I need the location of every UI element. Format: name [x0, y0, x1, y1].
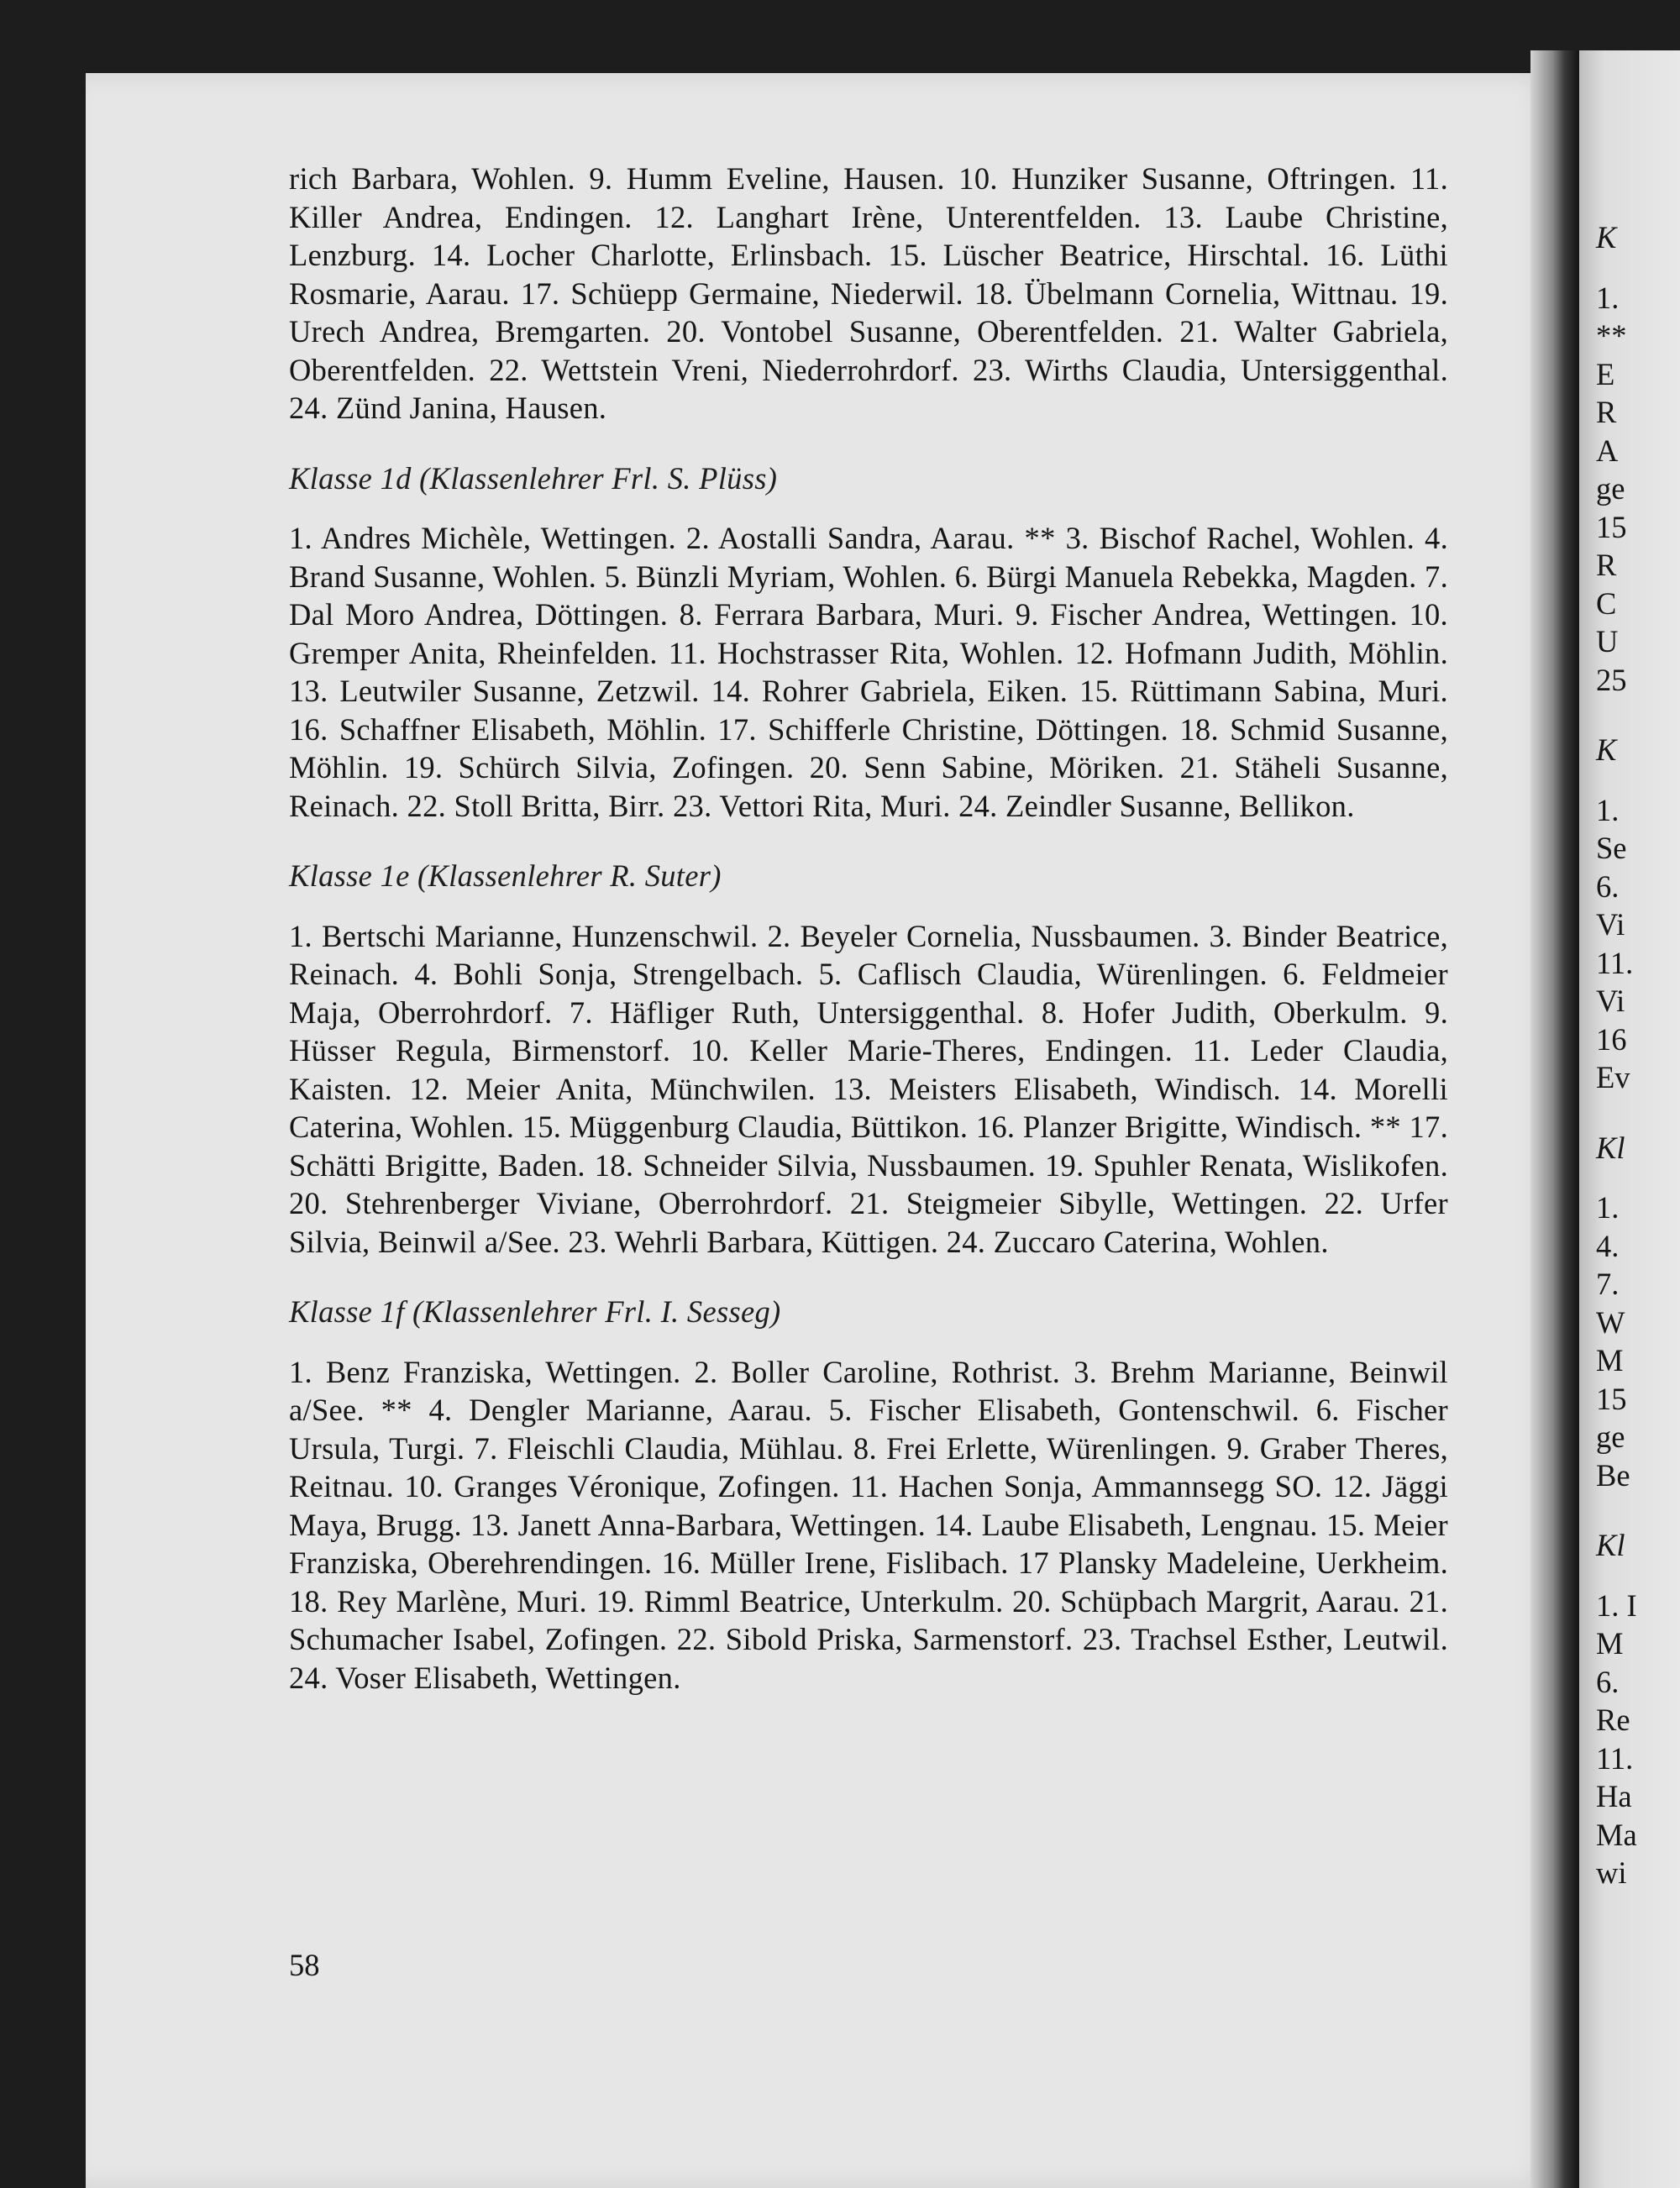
fragment: Kl: [1596, 1130, 1625, 1165]
fragment: 7.: [1596, 1267, 1620, 1301]
fragment: 1.: [1596, 1190, 1620, 1225]
section-heading-klasse-1e: Klasse 1e (Klassenlehrer R. Suter): [289, 858, 722, 893]
fragment: 16: [1596, 1021, 1627, 1057]
fragment: R: [1596, 548, 1617, 582]
fragment: C: [1596, 585, 1617, 621]
fragment: **: [1596, 318, 1627, 353]
fragment: Ev: [1596, 1060, 1630, 1094]
fragment: 11.: [1596, 945, 1634, 980]
facing-page-fragments: [1596, 218, 1637, 1892]
fragment: Vi: [1596, 984, 1625, 1018]
intro-paragraph: rich Barbara, Wohlen. 9. Humm Eveline, Hausen. 10. Hunziker Susanne, Oftringen. 11. Killer Andrea, Endingen. 12. Langhart Irène, Unterentfelden. 13. Laube Christine, Lenzburg. 14. Locher Charlotte, Erlinsbach. 15. Lüscher Beatrice, Hirschtal. 16. Lüthi Rosmarie, Aarau. 17. Schüepp Germaine, Niederwil. 18. Übelmann Cornelia, Wittnau. 19. Urech Andrea, Bremgarten. 20. Vontobel Susanne, Oberentfelden. 21. Walter Gabriela, Oberentfelden. 22. Wettstein Vreni, Niederrohrdorf. 23. Wirths Claudia, Untersiggenthal. 24. Zünd Janina, Hausen.: [289, 161, 1448, 425]
fragment: R: [1596, 395, 1617, 429]
section-list-klasse-1e: 1. Bertschi Marianne, Hunzenschwil. 2. Beyeler Cornelia, Nussbaumen. 3. Binder Beatrice, Reinach. 4. Bohli Sonja, Strengelbach. 5. Caflisch Claudia, Würenlingen. 6. Feldmeier Maja, Oberrohrdorf. 7. Häfliger Ruth, Untersiggenthal. 8. Hofer Judith, Oberkulm. 9. Hüsser Regula, Birmenstorf. 10. Keller Marie-Theres, Endingen. 11. Leder Claudia, Kaisten. 12. Meier Anita, Münchwilen. 13. Meisters Elisabeth, Windisch. 14. Morelli Caterina, Wohlen. 15. Müggenburg Claudia, Büttikon. 16. Planzer Brigitte, Windisch. ** 17. Schätti Brigitte, Baden. 18. Schneider Silvia, Nussbaumen. 19. Spuhler Renata, Wislikofen. 20. Stehrenberger Viviane, Oberrohrdorf. 21. Steigmeier Sibylle, Wettingen. 22. Urfer Silvia, Beinwil a/See. 23. Wehrli Barbara, Küttigen. 24. Zuccaro Caterina, Wohlen.: [289, 918, 1448, 1259]
fragment: 15: [1596, 1381, 1627, 1416]
book-gutter: [1530, 50, 1579, 2188]
fragment: 15: [1596, 509, 1627, 544]
fragment: Ma: [1596, 1817, 1637, 1852]
fragment: Kl: [1596, 1528, 1625, 1562]
fragment: 25: [1596, 662, 1627, 697]
fragment: ge: [1596, 1419, 1625, 1454]
page-number: 58: [289, 1948, 320, 1982]
fragment: 4.: [1596, 1228, 1620, 1263]
fragment: U: [1596, 624, 1619, 658]
fragment: Vi: [1596, 907, 1625, 942]
fragment: 1. I: [1596, 1587, 1637, 1623]
fragment: ge: [1596, 471, 1625, 506]
fragment: Se: [1596, 831, 1627, 865]
fragment: M: [1596, 1343, 1624, 1377]
section-heading-klasse-1d: Klasse 1d (Klassenlehrer Frl. S. Plüss): [289, 460, 778, 496]
fragment: K: [1596, 732, 1617, 767]
fragment: W: [1596, 1304, 1625, 1340]
right-page-edge: [1579, 50, 1680, 2188]
fragment: 6.: [1596, 868, 1620, 904]
fragment: wi: [1596, 1855, 1627, 1890]
fragment: Re: [1596, 1703, 1630, 1737]
fragment: 1.: [1596, 280, 1620, 315]
fragment: E: [1596, 356, 1615, 391]
fragment: 11.: [1596, 1740, 1634, 1776]
fragment: M: [1596, 1626, 1624, 1661]
section-heading-klasse-1f: Klasse 1f (Klassenlehrer Frl. I. Sesseg): [289, 1294, 781, 1329]
fragment: Ha: [1596, 1779, 1632, 1813]
fragment: 6.: [1596, 1664, 1620, 1699]
main-text-column: [289, 160, 1448, 1697]
fragment: A: [1596, 433, 1619, 468]
section-list-klasse-1d: 1. Andres Michèle, Wettingen. 2. Aostalli Sandra, Aarau. ** 3. Bischof Rachel, Wohlen. 4. Brand Susanne, Wohlen. 5. Bünzli Myriam, Wohlen. 6. Bürgi Manuela Rebekka, Magden. 7. Dal Moro Andrea, Döttingen. 8. Ferrara Barbara, Muri. 9. Fischer Andrea, Wettingen. 10. Gremper Anita, Rheinfelden. 11. Hochstrasser Rita, Wohlen. 12. Hofmann Judith, Möhlin. 13. Leutwiler Susanne, Zetzwil. 14. Rohrer Gabriela, Eiken. 15. Rüttimann Sabina, Muri. 16. Schaffner Elisabeth, Möhlin. 17. Schifferle Christine, Döttingen. 18. Schmid Susanne, Möhlin. 19. Schürch Silvia, Zofingen. 20. Senn Sabine, Möriken. 21. Stäheli Susanne, Reinach. 22. Stoll Britta, Birr. 23. Vettori Rita, Muri. 24. Zeindler Susanne, Bellikon.: [289, 521, 1448, 823]
section-list-klasse-1f: 1. Benz Franziska, Wettingen. 2. Boller Caroline, Rothrist. 3. Brehm Marianne, Beinwil a/See. ** 4. Dengler Marianne, Aarau. 5. Fischer Elisabeth, Gontenschwil. 6. Fischer Ursula, Turgi. 7. Fleischli Claudia, Mühlau. 8. Frei Erlette, Würenlingen. 9. Graber Theres, Reitnau. 10. Granges Véronique, Zofingen. 11. Hachen Sonja, Ammannsegg SO. 12. Jäggi Maya, Brugg. 13. Janett Anna-Barbara, Wettingen. 14. Laube Elisabeth, Lengnau. 15. Meier Franziska, Oberehrendingen. 16. Müller Irene, Fislibach. 17 Plansky Madeleine, Uerkheim. 18. Rey Marlène, Muri. 19. Rimml Beatrice, Unterkulm. 20. Schüpbach Margrit, Aarau. 21. Schumacher Isabel, Zofingen. 22. Sibold Priska, Sarmenstorf. 23. Trachsel Esther, Leutwil. 24. Voser Elisabeth, Wettingen.: [289, 1354, 1448, 1695]
fragment: K: [1596, 220, 1617, 254]
fragment: 1.: [1596, 792, 1620, 827]
fragment: Be: [1596, 1457, 1630, 1493]
